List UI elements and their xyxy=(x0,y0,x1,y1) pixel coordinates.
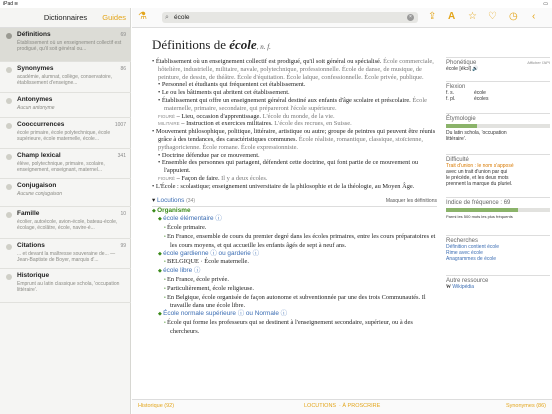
locution-text: En France, ensemble de cours du premier degré dans les écoles primaires, entre les cours préparatoires et les cours moyens, et qui accueille les enfants âgés de sept à neuf ans. xyxy=(167,232,436,249)
locutions-header[interactable]: ▾ Locutions (34) Masquer les définitions xyxy=(152,197,437,207)
locution-heading[interactable]: ◆ École normale supérieure ⓘ ou Normale ⓘ xyxy=(158,310,288,318)
locution-text: École normale supérieure ⓘ ou Normale ⓘ xyxy=(163,310,288,318)
definition-usage xyxy=(152,120,437,128)
difficulty-line: avec un trait d'union par qui xyxy=(446,169,508,175)
star-icon[interactable]: ☆ xyxy=(468,11,477,22)
sidebar-item-preview: élève, polytechnique, primaire, scolaire, enseignement, enseignant, maternel... xyxy=(17,161,105,173)
locutions-title: Locutions xyxy=(156,196,185,204)
locution-definition: • En France, ensemble de cours du premier degré dans les écoles primaires, entre les cours préparatoires et les cours moyens, et qui accueille les enfants âgés de sept à neuf ans. xyxy=(164,232,436,249)
definition-example: Il y a deux écoles. xyxy=(219,174,268,182)
locutions-count: (34) xyxy=(186,197,196,204)
locution-definition: • École qui forme les professeurs qui se destinent à l'enseignement secondaire, supérieur, ou à des chercheurs. xyxy=(164,318,413,335)
etymology-line: littéraire'. xyxy=(446,136,467,142)
wikipedia-icon: W xyxy=(446,285,451,290)
footer-synonyms-link[interactable]: Synonymes (86) xyxy=(505,403,546,409)
definition-sub: • Établissement qui offre un enseignement général destiné aux enfants d'âge scolaire et préscolaire. École maternelle, primaire, secondaire, qui prépareront l'école supérieure. xyxy=(158,96,427,112)
definition-example: L'école des recrues, en Suisse. xyxy=(272,120,352,128)
sidebar-item-icon xyxy=(6,33,12,39)
sidebar-item-label: Synonymes xyxy=(17,65,54,72)
locution-text: Particulièrement, école religieuse. xyxy=(167,284,254,292)
definition-sub: • Ensemble des personnes qui partagent, défendent cette doctrine, qui font partie de ce mouvement ou l'appuient. xyxy=(158,159,419,175)
sidebar-item[interactable] xyxy=(0,269,131,303)
definition-example: École réaliste, romantique, classique, stoïcienne, pythagoricienne. École romane. École expressionniste. xyxy=(158,135,423,151)
definition-text: Personnel et étudiants qui fréquentent cet établissement. xyxy=(161,81,306,89)
locution-definition: • En Belgique, école organisée de façon autonome et subventionnée par une des trois Communautés. Il travaille dans une école libre. xyxy=(164,293,426,310)
back-icon[interactable]: ‹ xyxy=(532,11,536,22)
sidebar-item-preview: Aucun antonyme xyxy=(17,105,55,111)
sidebar-item-icon xyxy=(6,212,12,218)
locution-text: école élémentaire ⓘ xyxy=(163,215,222,223)
definition-sub: • Personnel et étudiants qui fréquentent cet établissement. xyxy=(158,81,306,89)
locution-definition: • BELGIQUE · École maternelle. xyxy=(164,258,249,266)
footer-proscrire-link[interactable]: · À PROSCRIRE xyxy=(339,403,381,409)
footer-locutions-link[interactable]: LOCUTIONS xyxy=(304,403,337,409)
frequency-section xyxy=(446,197,550,220)
sidebar-item-label: Définitions xyxy=(17,31,51,38)
flexion-value: école xyxy=(474,90,486,96)
flask-icon[interactable]: ⚗ xyxy=(138,11,147,22)
difficulty-section xyxy=(446,154,550,187)
definition-sub: • Doctrine défendue par ce mouvement. xyxy=(158,151,260,159)
flexion-value: écoles xyxy=(474,96,489,102)
sidebar-item-icon xyxy=(6,123,12,129)
sidebar-item-icon xyxy=(6,244,12,250)
sidebar-item[interactable] xyxy=(0,93,131,118)
definition-text: Le ou les bâtiments qui abritent cet établissement. xyxy=(161,89,290,97)
share-icon[interactable]: ⇪ xyxy=(428,11,437,22)
usage-tag: FIGURÉ xyxy=(158,113,176,119)
locution-text: École qui forme les professeurs qui se destinent à l'enseignement secondaire, supérieur, ou à des chercheurs. xyxy=(167,318,413,335)
definition-sub: • Le ou les bâtiments qui abritent cet établissement. xyxy=(158,89,290,97)
sidebar-item-preview: Établissement où un enseignement collectif est prodigué, qu'il soit général ou... xyxy=(17,40,122,52)
definition-usage xyxy=(152,113,437,121)
show-api-toggle[interactable]: Afficher l'API xyxy=(527,60,550,65)
sidebar-item[interactable] xyxy=(0,239,131,269)
sidebar-item[interactable] xyxy=(0,179,131,207)
wikipedia-link[interactable]: Wikipédia xyxy=(452,284,475,290)
part-of-speech: , n. f. xyxy=(256,43,271,51)
guides-button[interactable]: Guides xyxy=(102,13,126,22)
toolbar xyxy=(132,8,552,28)
locution-text: École primaire. xyxy=(167,224,207,232)
sidebar-item[interactable] xyxy=(0,62,131,93)
locution-text: école gardienne ⓘ ou garderie ⓘ xyxy=(163,249,260,257)
definition-text: – Lieu, occasion d'apprentissage. xyxy=(175,112,261,120)
headword: école xyxy=(229,37,257,52)
sidebar-item-count: 341 xyxy=(117,153,126,159)
sidebar-item[interactable] xyxy=(0,118,131,149)
definition-plain: • L'École : scolastique; enseignement universitaire de la philosophie et de la théologie, au Moyen Âge. xyxy=(152,182,415,190)
locution-text: En Belgique, école organisée de façon autonome et subventionnée par une des trois Communautés. Il travaille dans une école libre. xyxy=(167,293,426,310)
phonetic-title: Phonétique xyxy=(446,60,477,66)
definition-example: École commerciale, hôtelière, industrielle, militaire, navale, polytechnique, professionnelle. École de danse, de musique, de peinture, de dessin, de théâtre. École d'équitation. École laïque, confessionnelle. École privée, publique. xyxy=(158,58,434,81)
sidebar-item-count: 69 xyxy=(120,32,126,38)
etymology-title: Étymologie xyxy=(446,116,476,122)
sidebar-item-label: Citations xyxy=(17,242,45,249)
carrier-label: iPad xyxy=(3,1,14,7)
sidebar-item-icon xyxy=(6,98,12,104)
sidebar-item-count: 99 xyxy=(120,243,126,249)
clock-icon[interactable]: ◷ xyxy=(509,11,518,22)
flexion-section xyxy=(446,81,550,102)
locution-heading[interactable]: ◆ Organisme xyxy=(152,206,191,214)
sidebar-item-count: 86 xyxy=(120,66,126,72)
search-icon: ⌕ xyxy=(165,14,169,21)
searches-section xyxy=(446,235,550,262)
phonetic-section xyxy=(446,57,550,72)
sidebar-title: Dictionnaires xyxy=(43,13,88,22)
sidebar xyxy=(0,8,131,414)
definition-main: • Mouvement philosophique, politique, littéraire, artistique ou autre; groupe de peintres qui peuvent être réunis grâce à des tendances, des caractéristiques communes. École réaliste, romantique, classique, stoïcienne, pythagoricienne. École romane. École expressionniste. xyxy=(152,128,436,151)
difficulty-line: prennent la marque du pluriel. xyxy=(446,181,513,187)
etymology-line: Du latin schola, 'occupation xyxy=(446,130,507,136)
locution-definition: • École primaire. xyxy=(164,224,207,232)
definition-text: Mouvement philosophique, politique, littéraire, artistique ou autre; groupe de peintres qui peuvent être réunis grâce à des tendances, des caractéristiques communes. xyxy=(155,128,436,143)
sidebar-item[interactable] xyxy=(0,28,131,62)
locution-text: BELGIQUE · École maternelle. xyxy=(167,258,249,266)
sidebar-item[interactable] xyxy=(0,149,131,179)
page-title xyxy=(152,37,271,53)
sidebar-item-preview: académie, alumnat, collège, conservatoire, établissement d'enseigne... xyxy=(17,74,113,86)
sidebar-item-icon xyxy=(6,154,12,160)
definitions-body xyxy=(152,58,437,336)
sidebar-item-label: Cooccurrences xyxy=(17,121,65,128)
locution-heading[interactable]: ◆ école gardienne ⓘ ou garderie ⓘ xyxy=(158,249,260,257)
footer-bar xyxy=(132,399,552,414)
info-panel xyxy=(446,57,550,302)
definition-text: Ensemble des personnes qui partagent, défendent cette doctrine, qui font partie de ce mouvement ou l'appuient. xyxy=(161,159,419,175)
definition-panel xyxy=(132,29,437,399)
resource-section xyxy=(446,275,550,291)
battery-icon: ▭ xyxy=(543,1,548,7)
sidebar-item-label: Antonymes xyxy=(17,96,53,103)
definition-text: Établissement où un enseignement collectif est prodigué, qu'il soit général ou spécialisé. xyxy=(155,58,382,65)
flexion-title: Flexion xyxy=(446,84,466,90)
definition-text: Établissement qui offre un enseignement général destiné aux enfants d'âge scolaire et préscolaire. xyxy=(161,96,411,104)
sidebar-item-icon xyxy=(6,67,12,73)
locution-definition: • En France, école privée. xyxy=(164,275,229,283)
etymology-section xyxy=(446,113,550,142)
search-link[interactable]: Définition contient école xyxy=(446,244,500,250)
searches-title: Recherches xyxy=(446,238,479,244)
sidebar-item-icon xyxy=(6,184,12,190)
frequency-bar xyxy=(446,208,550,212)
sidebar-item-preview: Emprunt au latin classique schola, 'occupation littéraire'. xyxy=(17,281,120,293)
flexion-label: f. s. xyxy=(446,90,455,96)
sidebar-item-label: Historique xyxy=(17,272,50,279)
sidebar-item-icon xyxy=(6,274,12,280)
search-input[interactable]: école xyxy=(174,14,190,21)
difficulty-title: Difficulté xyxy=(446,157,469,163)
difficulty-line: Trait d'union : le nom s'apposé xyxy=(446,163,514,169)
clear-search-icon[interactable]: × xyxy=(407,14,414,21)
history-icon[interactable]: ♡ xyxy=(488,11,497,22)
usage-tag: MILITAIRE xyxy=(158,121,180,127)
definition-example: L'école du monde, de la vie. xyxy=(261,112,335,120)
flexion-label: f. pl. xyxy=(446,96,456,102)
sidebar-item-count: 10 xyxy=(120,211,126,217)
resource-title: Autre ressource xyxy=(446,278,489,284)
definition-usage xyxy=(152,175,437,183)
definition-text: – Instruction et exercices militaires. xyxy=(179,120,273,128)
sidebar-item-label: Champ lexical xyxy=(17,152,61,159)
search-field[interactable] xyxy=(162,12,418,23)
sidebar-item-label: Famille xyxy=(17,210,40,217)
sidebar-item-preview: écolier, autoécole, avion-école, bateau-école, écolage, écolâtre, école, navire-é... xyxy=(17,219,118,231)
definition-example: École maternelle, primaire, secondaire, qui prépareront l'école supérieure. xyxy=(164,96,427,112)
wifi-icon: ≋ xyxy=(14,1,19,7)
locution-text: Organisme xyxy=(157,206,191,214)
usage-tag: FIGURÉ xyxy=(158,175,176,181)
footer-history-link[interactable]: Historique (92) xyxy=(138,403,175,409)
locution-heading[interactable]: ◆ école élémentaire ⓘ xyxy=(158,215,222,223)
frequency-note: Parmi les 500 mots les plus fréquents xyxy=(446,214,513,219)
font-icon[interactable]: A xyxy=(448,11,456,22)
difficulty-line: le précède, et les deux mots xyxy=(446,175,509,181)
phonetic-value: école [ékɔl] 🔊 xyxy=(446,66,479,72)
definition-text: L'École : scolastique; enseignement universitaire de la philosophie et de la théologie, au Moyen Âge. xyxy=(155,182,415,190)
sidebar-item-count: 1007 xyxy=(114,122,126,128)
sidebar-item[interactable] xyxy=(0,207,131,239)
hide-definitions-link[interactable]: Masquer les définitions xyxy=(385,197,437,204)
locution-heading[interactable]: ◆ école libre ⓘ xyxy=(158,267,201,275)
definition-main: • Établissement où un enseignement collectif est prodigué, qu'il soit général ou spécialisé. École commerciale, hôtelière, industrielle, militaire, navale, polytechnique, professionnelle. École de danse, de musique, de peinture, de dessin, de théâtre. École d'équitation. École laïque, confessionnelle. École privée, publique. xyxy=(152,58,434,81)
definition-text: Doctrine défendue par ce mouvement. xyxy=(161,151,260,159)
locution-text: école libre ⓘ xyxy=(163,267,201,275)
sidebar-item-preview: école primaire, école polytechnique, école supérieure, école maternelle, école... xyxy=(17,130,111,142)
title-prefix: Définitions de xyxy=(152,37,227,52)
sidebar-item-label: Conjugaison xyxy=(17,182,57,189)
sidebar-header xyxy=(0,8,130,28)
frequency-title: Indice de fréquence : 69 xyxy=(446,200,511,206)
definition-text: – Façon de faire. xyxy=(175,174,220,182)
status-bar xyxy=(0,0,552,8)
search-link[interactable]: Anagrammes de école xyxy=(446,256,497,262)
sidebar-item-preview: ... et devant la maîtresse souveraine de... — Jean-Baptiste de Boyer, marquis d'... xyxy=(17,251,116,263)
locution-text: En France, école privée. xyxy=(167,275,229,283)
locution-definition: • Particulièrement, école religieuse. xyxy=(164,284,254,292)
sidebar-item-preview: Aucune conjugaison xyxy=(17,191,63,197)
search-link[interactable]: Rime avec école xyxy=(446,250,483,256)
